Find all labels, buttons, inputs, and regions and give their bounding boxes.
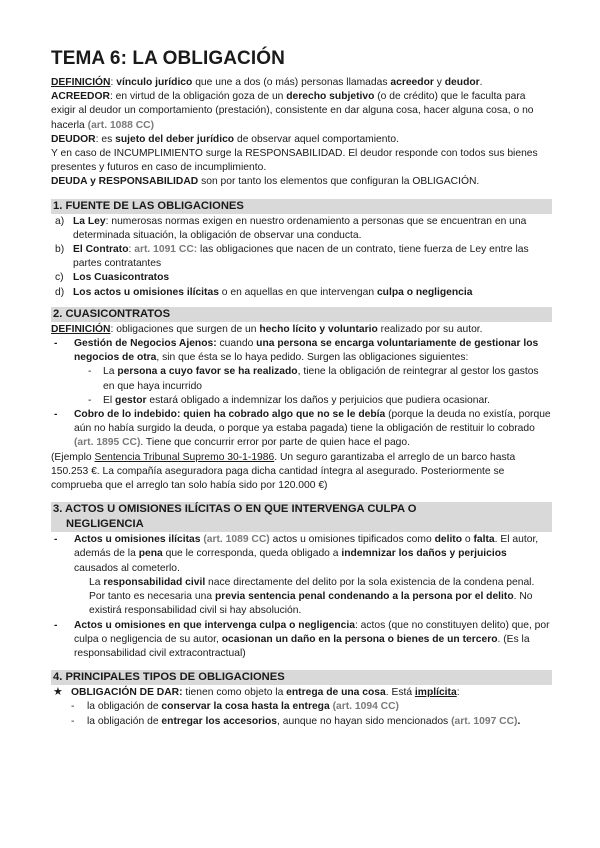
deuda-paragraph xyxy=(51,175,552,189)
bold-text: indemnizar los daños y perjuicios xyxy=(341,548,507,560)
dar-sublist xyxy=(51,700,552,728)
dash-marker: - xyxy=(54,534,58,546)
bold-text: falta xyxy=(473,534,495,546)
bold-text: culpa o negligencia xyxy=(376,286,473,298)
section-4-heading: 4. PRINCIPALES TIPOS DE OBLIGACIONES xyxy=(51,670,552,685)
bold-text: responsabilidad civil xyxy=(103,576,206,588)
acreedor-label: ACREEDOR xyxy=(51,91,110,103)
bold-text: deudor xyxy=(444,77,480,88)
bold-text: acreedor xyxy=(390,77,434,88)
text: . Un seguro garantizaba el arreglo de un barco hasta 150.253 €. La compañía aseguradora paga dicha cantidad íntegra al asegurado. Posteriormente se comprueba que el arreglo tan solo había sido por 120.000 €) xyxy=(51,451,516,492)
page-title: TEMA 6: LA OBLIGACIÓN xyxy=(51,48,285,69)
bold-text: Actos u omisiones ilícitas xyxy=(74,534,201,546)
ilicitos-list xyxy=(51,533,552,576)
deudor-paragraph xyxy=(51,133,552,147)
bold-text: Cobro de lo indebido: xyxy=(74,409,181,421)
bold-text: conservar la cosa hasta la entrega xyxy=(161,701,330,713)
definition-label: DEFINICIÓN xyxy=(51,323,111,335)
list-item xyxy=(51,619,552,662)
text: que le corresponda, queda obligado a xyxy=(162,548,342,560)
dash-marker: - xyxy=(54,619,58,631)
bold-text: pena xyxy=(138,548,163,560)
definition-paragraph xyxy=(51,76,552,90)
example-paragraph xyxy=(51,451,552,494)
cuasicontrato-definition xyxy=(51,323,552,337)
text: , sin que ésta se lo haya pedido. Surgen las obligaciones siguientes: xyxy=(156,352,469,364)
star-icon: ★ xyxy=(53,686,63,699)
dash-marker: - xyxy=(54,409,58,421)
text: . xyxy=(479,77,483,88)
cuasicontratos-list xyxy=(51,337,552,365)
text: nace directamente del delito por la sola existencia de la condena penal. Por tanto es necesaria una xyxy=(89,576,535,603)
text: . xyxy=(517,715,521,727)
text: . Tiene que concurrir error por parte de quien hace el pago. xyxy=(140,437,410,449)
gestion-sublist xyxy=(51,365,552,408)
acreedor-paragraph xyxy=(51,90,552,133)
responsabilidad-paragraph xyxy=(51,576,552,619)
dash-marker: - xyxy=(54,338,58,350)
bold-text: OBLIGACIÓN DE DAR: xyxy=(71,687,183,699)
article-ref: (art. 1088 CC) xyxy=(87,119,155,131)
article-ref: (art. 1097 CC) xyxy=(451,715,518,727)
text: : obligaciones que surgen de un xyxy=(110,323,260,335)
heading-line-2: NEGLIGENCIA xyxy=(66,518,144,531)
article-ref: art. 1091 CC: xyxy=(134,244,198,256)
text: o en aquellas en que intervengan xyxy=(218,286,377,298)
definition-label: DEFINICIÓN xyxy=(51,77,111,88)
list-item xyxy=(51,533,552,576)
bold-text: La Ley xyxy=(73,215,106,227)
incumplimiento-paragraph: Y en caso de INCUMPLIMIENTO surge la RESPONSABILIDAD. El deudor responde con todos sus bienes presentes y futuros en caso de incumplimiento. xyxy=(51,148,538,174)
cuasicontratos-list-2 xyxy=(51,408,552,451)
text: las obligaciones que nacen de un contrato, tiene fuerza de Ley entre las partes contratantes xyxy=(73,244,529,270)
list-item xyxy=(51,408,552,451)
bold-text: una persona se encarga voluntariamente de gestionar los negocios de otra xyxy=(74,338,539,364)
list-item xyxy=(51,700,552,714)
text: . No existirá responsabilidad civil si hay absolución. xyxy=(89,591,533,617)
text: . Está xyxy=(385,687,415,699)
text: (Ejemplo xyxy=(51,451,95,463)
text: , aunque no hayan sido mencionados xyxy=(277,715,452,727)
bold-text: hecho lícito y voluntario xyxy=(259,323,378,335)
text: que une a dos (o más) personas llamadas xyxy=(192,77,391,88)
list-item xyxy=(51,365,552,393)
text: estará obligado a indemnizar los daños y perjuicios que pudiera ocasionar. xyxy=(146,394,490,406)
bold-text: implícita xyxy=(414,687,457,699)
text: : en virtud de la obligación goza de un xyxy=(109,91,287,103)
bold-text: sujeto del deber jurídico xyxy=(115,133,235,145)
list-marker: a) xyxy=(55,215,65,227)
bold-text: vínculo jurídico xyxy=(116,77,193,88)
text: realizado por su autor. xyxy=(377,323,483,335)
text: son por tanto los elementos que configuran la OBLIGACIÓN. xyxy=(198,176,480,188)
heading-line-1: 3. ACTOS U OMISIONES ILÍCITAS O EN QUE INTERVENGA CULPA O xyxy=(53,503,417,516)
text: La xyxy=(103,366,118,378)
text: (porque la deuda no existía, porque aún no había surgido la deuda, o porque ya estaba pagada) tiene la obligación de restituir lo cobrado xyxy=(74,409,551,435)
text: y xyxy=(433,77,445,88)
list-marker: d) xyxy=(55,286,65,298)
bold-text: delito xyxy=(434,534,463,546)
section-2-heading: 2. CUASICONTRATOS xyxy=(51,307,552,322)
section-3-heading xyxy=(51,502,552,532)
list-marker: c) xyxy=(55,272,64,284)
text: la obligación de xyxy=(87,701,162,713)
tipos-list xyxy=(51,686,552,700)
bold-text: quien ha cobrado algo que no se le debía xyxy=(180,409,386,421)
list-item xyxy=(51,337,552,365)
bold-text: DEUDA y RESPONSABILIDAD xyxy=(51,176,199,188)
text: El xyxy=(103,394,116,406)
text: tienen como objeto la xyxy=(182,687,287,699)
deudor-label: DEUDOR xyxy=(51,133,96,145)
list-item xyxy=(51,686,552,700)
text: : es xyxy=(95,133,116,145)
text: causados al cometerlo. xyxy=(74,562,180,574)
text: : numerosas normas exigen en nuestro ordenamiento a personas que se encuentran en una determinada situación, la obligación de observar una conducta. xyxy=(73,215,527,241)
text: actos u omisiones tipificados como xyxy=(269,534,435,546)
section-1-heading: 1. FUENTE DE LAS OBLIGACIONES xyxy=(51,199,552,214)
dash-marker: - xyxy=(71,715,75,727)
bold-text: gestor xyxy=(115,394,147,406)
sentence-reference: Sentencia Tribunal Supremo 30-1-1986 xyxy=(94,451,275,463)
list-item xyxy=(51,715,552,729)
bold-text: ocasionan un daño en la persona o bienes de un tercero xyxy=(221,633,498,645)
bold-text: persona a cuyo favor se ha realizado xyxy=(117,366,298,378)
list-item xyxy=(51,286,552,300)
text: : actos (que no constituyen delito) que, por culpa o negligencia de su autor, xyxy=(74,619,550,645)
text: : xyxy=(456,687,460,699)
dash-marker: - xyxy=(88,394,92,406)
bold-text: entregar los accesorios xyxy=(161,715,278,727)
dash-marker: - xyxy=(71,701,75,713)
list-item xyxy=(51,271,552,285)
text: (o de crédito) que le faculta para exigir al deudor un comportamiento (prestación), consistente en dar alguna cosa, hacer alguna cosa, o no hacerla xyxy=(51,91,534,131)
bold-text: Gestión de Negocios Ajenos: xyxy=(74,338,217,350)
text: de observar aquel comportamiento. xyxy=(234,133,399,145)
list-marker: b) xyxy=(55,244,65,256)
bold-text: entrega de una cosa xyxy=(286,687,386,699)
bold-text: Actos u omisiones en que intervenga culpa o negligencia xyxy=(74,619,355,631)
text: La xyxy=(89,576,104,588)
text: , tiene la obligación de reintegrar al gestor los gastos en que haya incurrido xyxy=(103,366,539,392)
bold-text: Los Cuasicontratos xyxy=(73,272,170,284)
dash-marker: - xyxy=(88,366,92,378)
text: . El autor, además de la xyxy=(74,534,539,560)
article-ref: (art. 1895 CC) xyxy=(74,437,141,449)
text: la obligación de xyxy=(87,715,162,727)
bold-text: derecho subjetivo xyxy=(286,91,375,103)
article-ref: (art. 1094 CC) xyxy=(332,701,399,713)
sources-list xyxy=(51,215,552,300)
bold-text: Los actos u omisiones ilícitas xyxy=(73,286,219,298)
bold-text: previa sentencia penal condenando a la persona por el delito xyxy=(214,591,514,603)
text: o xyxy=(462,534,474,546)
bold-text: El Contrato xyxy=(73,244,129,256)
text: : xyxy=(128,244,135,256)
text: cuando xyxy=(216,338,257,350)
article-ref: (art. 1089 CC) xyxy=(203,534,270,546)
text: : xyxy=(110,77,117,88)
list-item xyxy=(51,215,552,243)
negligencia-list xyxy=(51,619,552,662)
text: . (Es la responsabilidad civil extracontractual) xyxy=(74,633,530,659)
list-item xyxy=(51,243,552,271)
list-item xyxy=(51,394,552,408)
